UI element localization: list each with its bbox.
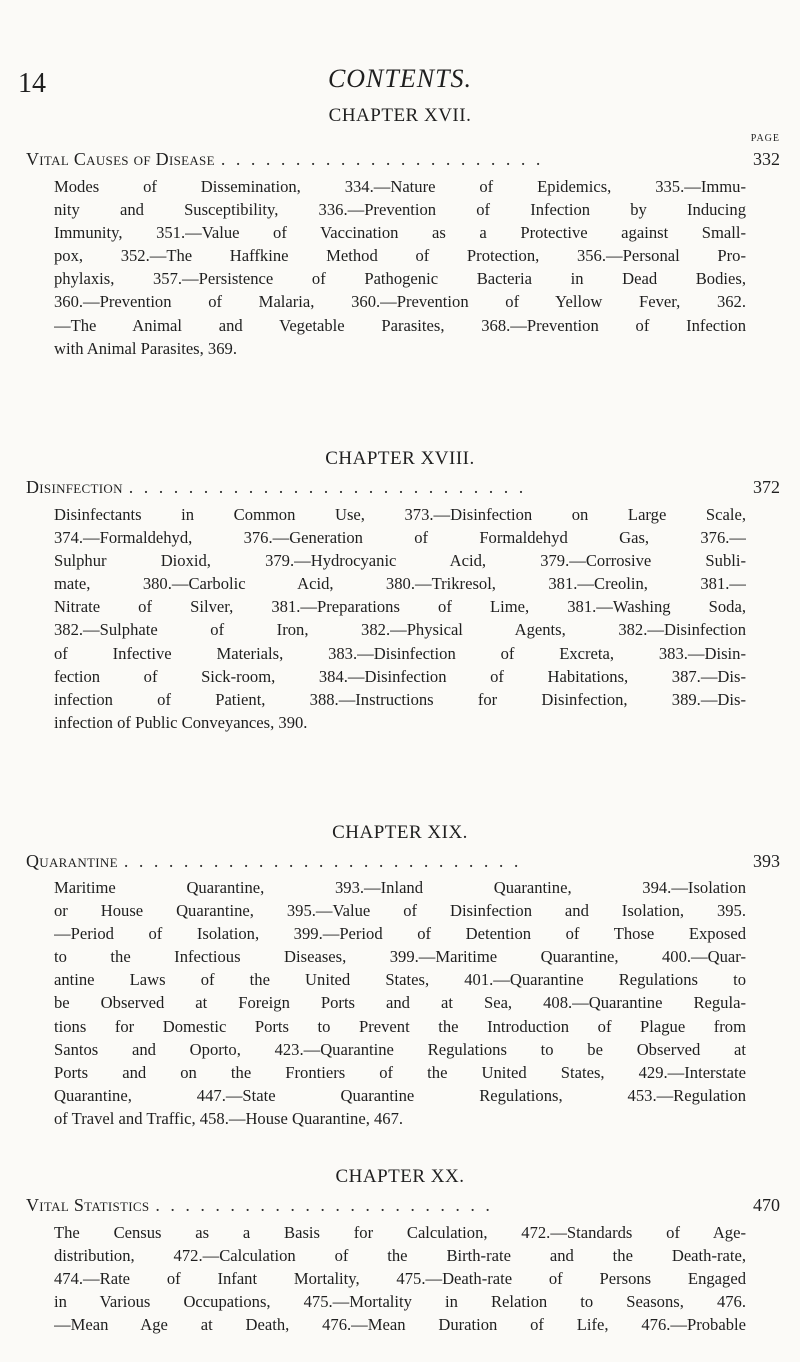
description-line: Ports and on the Frontiers of the United States, 429.—Interstate bbox=[54, 1062, 746, 1082]
description-line: Sulphur Dioxid, 379.—Hydrocyanic Acid, 379.—Corrosive Subli- bbox=[54, 551, 746, 571]
description-line: with Animal Parasites, 369. bbox=[54, 338, 237, 358]
description-line: Modes of Dissemination, 334.—Nature of Epidemics, 335.—Immu- bbox=[54, 177, 746, 196]
description-line: infection of Public Conveyances, 390. bbox=[54, 712, 308, 732]
description-line: 374.—Formaldehyd, 376.—Generation of Formaldehyd Gas, 376.— bbox=[54, 528, 746, 548]
entry-description bbox=[54, 876, 746, 1130]
description-line: —Period of Isolation, 399.—Period of Detention of Those Exposed bbox=[54, 924, 746, 944]
description-line: tions for Domestic Ports to Prevent the Introduction of Plague from bbox=[54, 1016, 746, 1036]
chapter-heading: CHAPTER XVII. bbox=[328, 105, 472, 126]
toc-entry bbox=[26, 149, 780, 170]
description-line: fection of Sick-room, 384.—Disinfection of Habitations, 387.—Dis- bbox=[54, 666, 746, 686]
description-line: of Infective Materials, 383.—Disinfection of Excreta, 383.—Disin- bbox=[54, 643, 746, 663]
entry-page-number: 470 bbox=[753, 1195, 780, 1215]
description-line: —Mean Age at Death, 476.—Mean Duration of Life, 476.—Probable bbox=[54, 1315, 746, 1335]
toc-entry bbox=[26, 1195, 780, 1216]
chapter-heading: CHAPTER XIX. bbox=[332, 822, 468, 843]
entry-title: Vital Statistics bbox=[26, 1195, 150, 1215]
page-number: 14 bbox=[18, 68, 46, 99]
toc-entry bbox=[26, 851, 780, 872]
running-title: CONTENTS. bbox=[327, 64, 473, 93]
description-line: The Census as a Basis for Calculation, 472.—Standards of Age- bbox=[54, 1223, 746, 1242]
entry-page-number: 393 bbox=[753, 851, 780, 871]
description-line: be Observed at Foreign Ports and at Sea, 408.—Quarantine Regula- bbox=[54, 993, 746, 1013]
chapter-heading: CHAPTER XVIII. bbox=[325, 448, 475, 469]
description-line: Nitrate of Silver, 381.—Preparations of Lime, 381.—Washing Soda, bbox=[54, 597, 746, 617]
toc-entry bbox=[26, 477, 780, 498]
dot-leader: . . . . . . . . . . . . . . . . . . . . . . . bbox=[155, 1195, 493, 1215]
entry-page-number: 332 bbox=[753, 149, 780, 169]
dot-leader: . . . . . . . . . . . . . . . . . . . . . . bbox=[220, 149, 544, 169]
description-line: Immunity, 351.—Value of Vaccination as a Protective against Small- bbox=[54, 223, 746, 243]
description-line: phylaxis, 357.—Persistence of Pathogenic Bacteria in Dead Bodies, bbox=[54, 269, 746, 289]
entry-description bbox=[54, 503, 746, 734]
description-line: 382.—Sulphate of Iron, 382.—Physical Agents, 382.—Disinfection bbox=[54, 620, 746, 640]
page-column-label: PAGE bbox=[750, 133, 780, 144]
description-line: distribution, 472.—Calculation of the Birth-rate and the Death-rate, bbox=[54, 1246, 746, 1266]
entry-description bbox=[54, 1221, 746, 1336]
entry-page-number: 372 bbox=[753, 477, 780, 497]
description-line: Quarantine, 447.—State Quarantine Regulations, 453.—Regulation bbox=[54, 1085, 746, 1105]
description-line: antine Laws of the United States, 401.—Quarantine Regulations to bbox=[54, 970, 746, 990]
description-line: of Travel and Traffic, 458.—House Quarantine, 467. bbox=[54, 1108, 404, 1128]
description-line: nity and Susceptibility, 336.—Prevention of Infection by Inducing bbox=[54, 200, 746, 220]
entry-title: Disinfection bbox=[26, 477, 123, 497]
description-line: —The Animal and Vegetable Parasites, 368.—Prevention of Infection bbox=[54, 315, 746, 335]
description-line: or House Quarantine, 395.—Value of Disinfection and Isolation, 395. bbox=[54, 901, 746, 921]
entry-title: Vital Causes of Disease bbox=[26, 149, 215, 169]
description-line: 360.—Prevention of Malaria, 360.—Prevention of Yellow Fever, 362. bbox=[54, 292, 746, 312]
dot-leader: . . . . . . . . . . . . . . . . . . . . . . . . . . . bbox=[128, 477, 527, 497]
description-line: 474.—Rate of Infant Mortality, 475.—Death-rate of Persons Engaged bbox=[54, 1269, 746, 1289]
description-line: in Various Occupations, 475.—Mortality in Relation to Seasons, 476. bbox=[54, 1292, 746, 1312]
entry-title: Quarantine bbox=[26, 851, 118, 871]
entry-description bbox=[54, 175, 746, 360]
description-line: Maritime Quarantine, 393.—Inland Quarantine, 394.—Isolation bbox=[54, 878, 746, 897]
description-line: pox, 352.—The Haffkine Method of Protection, 356.—Personal Pro- bbox=[54, 246, 746, 266]
description-line: Santos and Oporto, 423.—Quarantine Regulations to be Observed at bbox=[54, 1039, 746, 1059]
dot-leader: . . . . . . . . . . . . . . . . . . . . . . . . . . . bbox=[123, 851, 522, 871]
description-line: mate, 380.—Carbolic Acid, 380.—Trikresol, 381.—Creolin, 381.— bbox=[54, 574, 746, 594]
description-line: infection of Patient, 388.—Instructions for Disinfection, 389.—Dis- bbox=[54, 689, 746, 709]
description-line: Disinfectants in Common Use, 373.—Disinfection on Large Scale, bbox=[54, 505, 746, 524]
description-line: to the Infectious Diseases, 399.—Maritime Quarantine, 400.—Quar- bbox=[54, 947, 746, 967]
chapter-heading: CHAPTER XX. bbox=[335, 1166, 465, 1187]
